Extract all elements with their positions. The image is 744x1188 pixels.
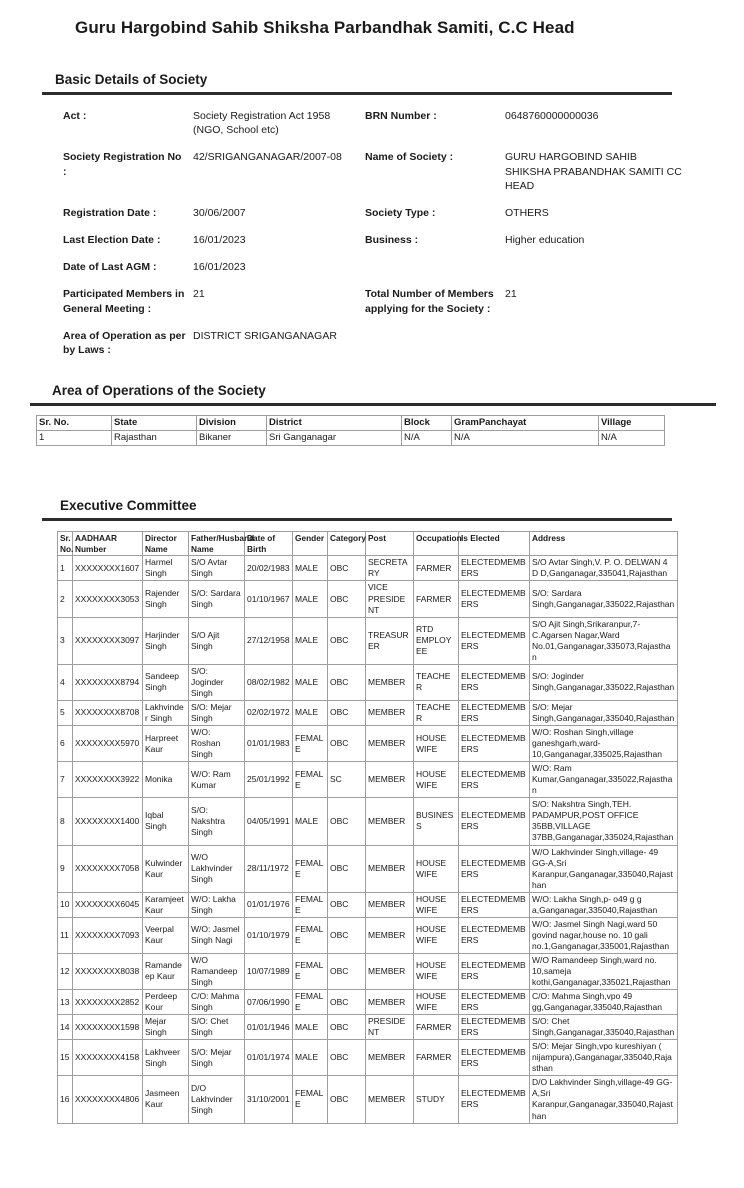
table-cell: S/O: Chet Singh xyxy=(189,1015,245,1040)
field-label: BRN Number : xyxy=(365,110,437,122)
basic-details-row xyxy=(63,260,744,274)
column-header: Sr. No. xyxy=(58,531,73,556)
table-cell: XXXXXXXX3053 xyxy=(73,581,143,617)
table-cell: XXXXXXXX3097 xyxy=(73,617,143,664)
field-value xyxy=(505,329,692,357)
table-cell: OBC xyxy=(328,845,366,892)
column-header: State xyxy=(112,416,197,431)
table-cell: PRESIDENT xyxy=(366,1015,414,1040)
table-cell: MEMBER xyxy=(366,953,414,989)
table-cell: S/O: Mejar Singh,Ganganagar,335040,Rajasthan xyxy=(530,700,678,725)
table-cell: MEMBER xyxy=(366,990,414,1015)
table-cell: 01/01/1974 xyxy=(245,1040,293,1076)
table-cell: XXXXXXXX7058 xyxy=(73,845,143,892)
table-cell: Karamjeet Kaur xyxy=(143,892,189,917)
field-label: Business : xyxy=(365,234,419,247)
table-cell: MALE xyxy=(293,617,328,664)
section-divider xyxy=(42,92,672,95)
table-cell: S/O: Joginder Singh,Ganganagar,335022,Rajasthan xyxy=(530,664,678,700)
table-cell: MEMBER xyxy=(366,917,414,953)
table-cell: ELECTEDMEMBERS xyxy=(459,798,530,845)
table-cell: OBC xyxy=(328,726,366,762)
field-value: 16/01/2023 xyxy=(193,234,246,247)
table-cell: OBC xyxy=(328,990,366,1015)
basic-details-row xyxy=(63,329,744,357)
table-cell: FEMALE xyxy=(293,762,328,798)
table-cell: FEMALE xyxy=(293,1076,328,1123)
table-cell: XXXXXXXX1607 xyxy=(73,556,143,581)
table-cell: W/O: Lakha Singh,p- o49 g g a,Ganganagar,335040,Rajasthan xyxy=(530,892,678,917)
table-cell: MALE xyxy=(293,1040,328,1076)
field-label: Registration Date : xyxy=(63,206,157,219)
table-cell: Lakhveer Singh xyxy=(143,1040,189,1076)
field-label: Date of Last AGM : xyxy=(63,261,157,274)
table-cell: Sri Ganganagar xyxy=(267,430,402,445)
basic-details-row xyxy=(63,233,744,247)
table-cell: 01/10/1979 xyxy=(245,917,293,953)
column-header: Director Name xyxy=(143,531,189,556)
table-cell: ELECTEDMEMBERS xyxy=(459,700,530,725)
table-cell: MALE xyxy=(293,700,328,725)
table-cell: 10 xyxy=(58,892,73,917)
column-gap xyxy=(353,329,365,357)
column-header: Is Elected xyxy=(459,531,530,556)
table-cell: OBC xyxy=(328,700,366,725)
table-cell: ELECTEDMEMBERS xyxy=(459,726,530,762)
table-cell: 01/01/1946 xyxy=(245,1015,293,1040)
table-cell: Ramandeep Kaur xyxy=(143,953,189,989)
field-label: Act : xyxy=(63,110,87,122)
table-cell: FEMALE xyxy=(293,845,328,892)
basic-details-heading: Basic Details of Society xyxy=(55,72,208,87)
table-cell: HOUSE WIFE xyxy=(414,990,459,1015)
table-row xyxy=(58,990,678,1015)
field-label: Total Number of Members applying for the Society : xyxy=(365,288,494,315)
column-header: Category xyxy=(328,531,366,556)
basic-details-row xyxy=(63,150,744,193)
table-cell: SECRETARY xyxy=(366,556,414,581)
table-row xyxy=(58,953,678,989)
table-row xyxy=(58,1076,678,1123)
column-gap xyxy=(353,287,365,315)
table-cell: MALE xyxy=(293,664,328,700)
table-cell: MEMBER xyxy=(366,726,414,762)
table-cell: Lakhvinder Singh xyxy=(143,700,189,725)
table-cell: 07/06/1990 xyxy=(245,990,293,1015)
table-cell: MALE xyxy=(293,798,328,845)
field-value: DISTRICT SRIGANGANAGAR xyxy=(193,329,337,342)
table-cell: 3 xyxy=(58,617,73,664)
table-cell: ELECTEDMEMBERS xyxy=(459,892,530,917)
table-cell: XXXXXXXX8038 xyxy=(73,953,143,989)
table-body xyxy=(58,556,678,1123)
table-row xyxy=(37,430,665,445)
table-head xyxy=(58,531,678,556)
table-row xyxy=(58,845,678,892)
column-header: Division xyxy=(197,416,267,431)
table-cell: Jasmeen Kaur xyxy=(143,1076,189,1123)
table-cell: ELECTEDMEMBERS xyxy=(459,556,530,581)
table-cell: 16 xyxy=(58,1076,73,1123)
table-cell: XXXXXXXX4158 xyxy=(73,1040,143,1076)
table-row xyxy=(58,798,678,845)
area-operations-heading: Area of Operations of the Society xyxy=(52,383,266,399)
table-cell: 1 xyxy=(58,556,73,581)
table-cell: FARMER xyxy=(414,581,459,617)
table-cell: Rajender Singh xyxy=(143,581,189,617)
header-row xyxy=(58,531,678,556)
table-cell: 4 xyxy=(58,664,73,700)
table-cell: FEMALE xyxy=(293,990,328,1015)
column-header: Father/Husband Name xyxy=(189,531,245,556)
table-cell: OBC xyxy=(328,1040,366,1076)
table-cell: 04/05/1991 xyxy=(245,798,293,845)
table-cell: OBC xyxy=(328,1015,366,1040)
executive-committee-heading: Executive Committee xyxy=(60,497,197,513)
table-cell: 7 xyxy=(58,762,73,798)
table-cell: XXXXXXXX1598 xyxy=(73,1015,143,1040)
table-cell: Monika xyxy=(143,762,189,798)
table-cell: ELECTEDMEMBERS xyxy=(459,917,530,953)
table-cell: Rajasthan xyxy=(112,430,197,445)
table-cell: OBC xyxy=(328,1076,366,1123)
table-cell: Sandeep Singh xyxy=(143,664,189,700)
table-cell: MEMBER xyxy=(366,762,414,798)
column-header: Post xyxy=(366,531,414,556)
table-cell: S/O: Chet Singh,Ganganagar,335040,Rajasthan xyxy=(530,1015,678,1040)
field-value: GURU HARGOBIND SAHIB SHIKSHA PRABANDHAK SAMITI CC HEAD xyxy=(505,151,682,192)
field-value: Higher education xyxy=(505,234,585,247)
table-cell: S/O: Joginder Singh xyxy=(189,664,245,700)
table-cell: Bikaner xyxy=(197,430,267,445)
table-cell: 5 xyxy=(58,700,73,725)
table-cell: W/O Lakhvinder Singh,village- 49 GG-A,Sri Karanpur,Ganganagar,335040,Rajasthan xyxy=(530,845,678,892)
basic-details-row xyxy=(63,287,744,315)
table-cell: 14 xyxy=(58,1015,73,1040)
field-value: 30/06/2007 xyxy=(193,206,246,219)
table-cell: XXXXXXXX3922 xyxy=(73,762,143,798)
table-cell: OBC xyxy=(328,617,366,664)
table-cell: 02/02/1972 xyxy=(245,700,293,725)
page-title: Guru Hargobind Sahib Shiksha Parbandhak Samiti, C.C Head xyxy=(75,18,575,37)
table-cell: VICE PRESIDENT xyxy=(366,581,414,617)
header-row xyxy=(37,416,665,431)
column-header: Date of Birth xyxy=(245,531,293,556)
table-cell: HOUSE WIFE xyxy=(414,726,459,762)
table-cell: S/O Avtar Singh xyxy=(189,556,245,581)
table-cell: MEMBER xyxy=(366,664,414,700)
table-row xyxy=(58,617,678,664)
table-cell: 01/01/1983 xyxy=(245,726,293,762)
table-cell: FEMALE xyxy=(293,917,328,953)
table-cell: Veerpal Kaur xyxy=(143,917,189,953)
society-details-document xyxy=(0,18,744,1124)
table-cell: HOUSE WIFE xyxy=(414,762,459,798)
field-label: Last Election Date : xyxy=(63,234,161,247)
field-label: Society Registration No : xyxy=(63,151,182,178)
table-cell: 2 xyxy=(58,581,73,617)
table-cell: OBC xyxy=(328,664,366,700)
table-cell: S/O Ajit Singh xyxy=(189,617,245,664)
table-cell: D/O Lakhvinder Singh,village-49 GG-A,Sri Karanpur,Ganganagar,335040,Rajasthan xyxy=(530,1076,678,1123)
table-cell: ELECTEDMEMBERS xyxy=(459,990,530,1015)
table-cell: S/O Avtar Singh,V. P. O. DELWAN 4 D D,Ganganagar,335041,Rajasthan xyxy=(530,556,678,581)
table-head xyxy=(37,416,665,431)
table-cell: ELECTEDMEMBERS xyxy=(459,1040,530,1076)
field-value: OTHERS xyxy=(505,206,549,219)
table-cell: N/A xyxy=(402,430,452,445)
table-cell: 01/01/1976 xyxy=(245,892,293,917)
table-cell: RTD EMPLOYEE xyxy=(414,617,459,664)
table-cell: W/O: Roshan Singh,village ganeshgarh,ward-10,Ganganagar,335025,Rajasthan xyxy=(530,726,678,762)
table-cell: ELECTEDMEMBERS xyxy=(459,617,530,664)
table-cell: Perdeep Kour xyxy=(143,990,189,1015)
table-cell: MEMBER xyxy=(366,798,414,845)
column-header: Occupation xyxy=(414,531,459,556)
table-row xyxy=(58,664,678,700)
table-cell: Kulwinder Kaur xyxy=(143,845,189,892)
table-cell: HOUSE WIFE xyxy=(414,892,459,917)
column-header: District xyxy=(267,416,402,431)
table-cell: S/O: Nakshtra Singh,TEH. PADAMPUR,POST OFFICE 35BB,VILLAGE 37BB,Ganganagar,335024,Rajasthan xyxy=(530,798,678,845)
section-divider xyxy=(30,403,716,406)
table-cell: S/O: Sardara Singh,Ganganagar,335022,Rajasthan xyxy=(530,581,678,617)
column-header: Village xyxy=(599,416,665,431)
table-cell: ELECTEDMEMBERS xyxy=(459,581,530,617)
table-cell: 31/10/2001 xyxy=(245,1076,293,1123)
table-cell: Harjinder Singh xyxy=(143,617,189,664)
table-cell: ELECTEDMEMBERS xyxy=(459,1015,530,1040)
table-cell: ELECTEDMEMBERS xyxy=(459,664,530,700)
table-cell: HOUSE WIFE xyxy=(414,845,459,892)
table-cell: MEMBER xyxy=(366,700,414,725)
table-cell: 1 xyxy=(37,430,112,445)
table-cell: Iqbal Singh xyxy=(143,798,189,845)
table-cell: HOUSE WIFE xyxy=(414,917,459,953)
table-cell: C/O: Mahma Singh,vpo 49 gg,Ganganagar,335040,Rajasthan xyxy=(530,990,678,1015)
table-cell: SC xyxy=(328,762,366,798)
table-cell: XXXXXXXX6045 xyxy=(73,892,143,917)
table-cell: S/O: Mejar Singh,vpo kureshiyan ( nijampura),Ganganagar,335040,Rajasthan xyxy=(530,1040,678,1076)
table-row xyxy=(58,1040,678,1076)
table-row xyxy=(58,556,678,581)
field-label: Society Type : xyxy=(365,206,436,219)
table-cell: XXXXXXXX2852 xyxy=(73,990,143,1015)
basic-details-row xyxy=(63,109,744,137)
table-cell: 12 xyxy=(58,953,73,989)
column-header: Gender xyxy=(293,531,328,556)
table-row xyxy=(58,892,678,917)
table-cell: S/O Ajit Singh,Srikaranpur,7-C.Agarsen Nagar,Ward No.01,Ganganagar,335073,Rajasthan xyxy=(530,617,678,664)
area-operations-section xyxy=(0,383,744,446)
table-cell: 15 xyxy=(58,1040,73,1076)
table-cell: W/O: Ram Kumar xyxy=(189,762,245,798)
column-header: Sr. No. xyxy=(37,416,112,431)
table-cell: 8 xyxy=(58,798,73,845)
table-cell: 08/02/1982 xyxy=(245,664,293,700)
table-cell: XXXXXXXX1400 xyxy=(73,798,143,845)
field-value: 21 xyxy=(193,288,205,301)
table-cell: W/O Lakhvinder Singh xyxy=(189,845,245,892)
table-cell: OBC xyxy=(328,953,366,989)
table-cell: S/O: Mejar Singh xyxy=(189,700,245,725)
table-cell: 28/11/1972 xyxy=(245,845,293,892)
table-cell: W/O: Jasmel Singh Nagi xyxy=(189,917,245,953)
field-value: 0648760000000036 xyxy=(505,110,599,122)
table-cell: OBC xyxy=(328,556,366,581)
table-cell: W/O Ramandeep Singh,ward no. 10,sameja kothi,Ganganagar,335021,Rajasthan xyxy=(530,953,678,989)
table-cell: W/O: Ram Kumar,Ganganagar,335022,Rajasthan xyxy=(530,762,678,798)
field-value: 21 xyxy=(505,288,517,301)
table-cell: FEMALE xyxy=(293,953,328,989)
table-row xyxy=(58,1015,678,1040)
basic-details-row xyxy=(63,206,744,220)
table-cell: XXXXXXXX8708 xyxy=(73,700,143,725)
basic-details-grid xyxy=(63,109,744,357)
table-cell: N/A xyxy=(452,430,599,445)
table-cell: TEACHER xyxy=(414,700,459,725)
table-row xyxy=(58,700,678,725)
field-value xyxy=(505,260,692,274)
column-gap xyxy=(353,150,365,193)
table-cell: XXXXXXXX7093 xyxy=(73,917,143,953)
table-cell: STUDY xyxy=(414,1076,459,1123)
executive-committee-section xyxy=(0,498,744,1124)
field-value: 42/SRIGANGANAGAR/2007-08 xyxy=(193,151,342,164)
table-cell: D/O Lakhvinder Singh xyxy=(189,1076,245,1123)
table-cell: FEMALE xyxy=(293,726,328,762)
field-value: Society Registration Act 1958 (NGO, School etc) xyxy=(193,110,331,137)
table-row xyxy=(58,762,678,798)
field-value: 16/01/2023 xyxy=(193,261,246,274)
field-label: Name of Society : xyxy=(365,151,454,164)
table-row xyxy=(58,581,678,617)
table-cell: MALE xyxy=(293,556,328,581)
column-header: Address xyxy=(530,531,678,556)
executive-committee-table xyxy=(57,531,678,1124)
table-cell: S/O: Sardara Singh xyxy=(189,581,245,617)
table-cell: HOUSE WIFE xyxy=(414,953,459,989)
table-cell: 6 xyxy=(58,726,73,762)
table-cell: FARMER xyxy=(414,556,459,581)
field-label: Area of Operation as per by Laws : xyxy=(63,329,186,356)
table-cell: FARMER xyxy=(414,1015,459,1040)
table-cell: XXXXXXXX4806 xyxy=(73,1076,143,1123)
table-cell: OBC xyxy=(328,917,366,953)
table-cell: 11 xyxy=(58,917,73,953)
area-operations-table xyxy=(36,415,665,446)
table-cell: 25/01/1992 xyxy=(245,762,293,798)
table-cell: 10/07/1989 xyxy=(245,953,293,989)
table-row xyxy=(58,726,678,762)
table-cell: 9 xyxy=(58,845,73,892)
field-label xyxy=(365,260,505,274)
table-body xyxy=(37,430,665,445)
table-cell: MEMBER xyxy=(366,1040,414,1076)
basic-details-section xyxy=(0,72,744,357)
column-gap xyxy=(353,233,365,247)
table-cell: MEMBER xyxy=(366,1076,414,1123)
table-cell: S/O: Nakshtra Singh xyxy=(189,798,245,845)
table-cell: BUSINESS xyxy=(414,798,459,845)
column-gap xyxy=(353,260,365,274)
field-label: Participated Members in General Meeting : xyxy=(63,288,185,315)
table-cell: W/O: Roshan Singh xyxy=(189,726,245,762)
table-cell: OBC xyxy=(328,581,366,617)
column-header: Block xyxy=(402,416,452,431)
table-cell: N/A xyxy=(599,430,665,445)
table-cell: W/O: Lakha Singh xyxy=(189,892,245,917)
table-cell: MALE xyxy=(293,581,328,617)
table-cell: Harpreet Kaur xyxy=(143,726,189,762)
table-cell: MALE xyxy=(293,1015,328,1040)
table-cell: C/O: Mahma Singh xyxy=(189,990,245,1015)
table-cell: TEACHER xyxy=(414,664,459,700)
table-cell: MEMBER xyxy=(366,845,414,892)
table-cell: Mejar Singh xyxy=(143,1015,189,1040)
table-row xyxy=(58,917,678,953)
table-cell: 27/12/1958 xyxy=(245,617,293,664)
section-divider xyxy=(42,518,672,521)
table-cell: XXXXXXXX8794 xyxy=(73,664,143,700)
table-cell: OBC xyxy=(328,798,366,845)
field-label xyxy=(365,329,505,357)
table-cell: W/O Ramandeep Singh xyxy=(189,953,245,989)
table-cell: W/O: Jasmel Singh Nagi,ward 50 govind nagar,house no. 10 gali no.1,Ganganagar,335001,Rajasthan xyxy=(530,917,678,953)
table-cell: ELECTEDMEMBERS xyxy=(459,845,530,892)
table-cell: ELECTEDMEMBERS xyxy=(459,953,530,989)
column-gap xyxy=(353,109,365,137)
table-cell: S/O: Mejar Singh xyxy=(189,1040,245,1076)
table-cell: 13 xyxy=(58,990,73,1015)
table-cell: XXXXXXXX5970 xyxy=(73,726,143,762)
table-cell: ELECTEDMEMBERS xyxy=(459,762,530,798)
table-cell: FARMER xyxy=(414,1040,459,1076)
table-cell: 20/02/1983 xyxy=(245,556,293,581)
table-cell: OBC xyxy=(328,892,366,917)
column-gap xyxy=(353,206,365,220)
column-header: AADHAAR Number xyxy=(73,531,143,556)
table-cell: FEMALE xyxy=(293,892,328,917)
table-cell: TREASURER xyxy=(366,617,414,664)
table-cell: ELECTEDMEMBERS xyxy=(459,1076,530,1123)
table-cell: Harmel Singh xyxy=(143,556,189,581)
table-cell: MEMBER xyxy=(366,892,414,917)
table-cell: 01/10/1967 xyxy=(245,581,293,617)
column-header: GramPanchayat xyxy=(452,416,599,431)
